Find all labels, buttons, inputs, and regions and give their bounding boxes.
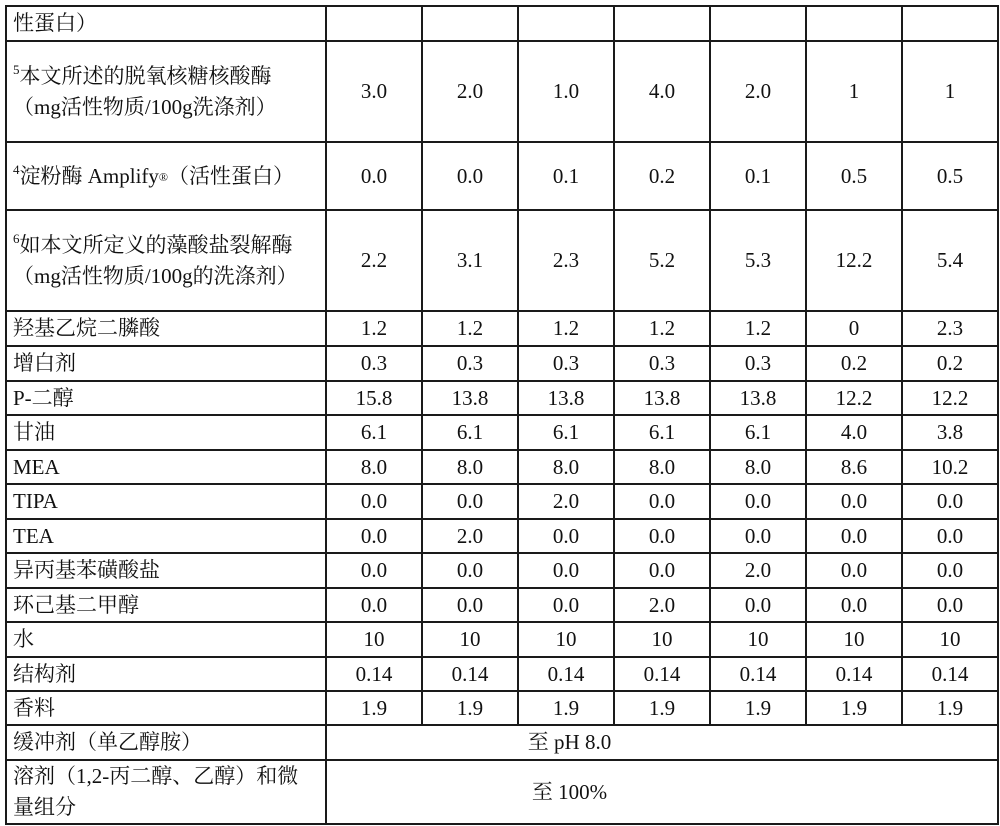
table-row <box>6 346 998 381</box>
ingredient-label <box>6 484 326 519</box>
table-row <box>6 519 998 553</box>
value-cell: 6.1 <box>326 415 422 450</box>
value-cell: 0.14 <box>614 657 710 691</box>
ingredient-label <box>6 311 326 346</box>
value-cell: 3.0 <box>326 41 422 142</box>
value-cell: 0.5 <box>902 142 998 210</box>
value-cell: 0.0 <box>806 553 902 588</box>
table-row <box>6 6 998 41</box>
ingredient-name: 增白剂 <box>13 351 76 375</box>
ingredient-label <box>6 346 326 381</box>
value-cell: 4.0 <box>614 41 710 142</box>
value-cell: 2.0 <box>518 484 614 519</box>
ingredient-name: MEA <box>13 454 60 479</box>
value-cell: 0 <box>806 311 902 346</box>
ingredient-name: 本文所述的脱氧核糖核酸酶（mg活性物质/100g洗涤剂） <box>13 63 277 119</box>
value-cell: 10 <box>614 622 710 657</box>
value-cell: 5.3 <box>710 210 806 311</box>
ingredient-label <box>6 519 326 553</box>
value-cell: 1.2 <box>518 311 614 346</box>
ingredient-name: TIPA <box>13 489 58 513</box>
value-cell: 0.3 <box>518 346 614 381</box>
value-cell: 13.8 <box>710 381 806 415</box>
ingredient-name: 甘油 <box>13 420 55 444</box>
value-cell: 0.0 <box>614 519 710 553</box>
value-cell: 8.0 <box>518 450 614 484</box>
value-cell: 10.2 <box>902 450 998 484</box>
value-cell: 12.2 <box>806 381 902 415</box>
value-cell: 0.0 <box>806 588 902 622</box>
value-cell: 1.9 <box>518 691 614 725</box>
value-cell: 0.0 <box>614 484 710 519</box>
ingredient-label <box>6 210 326 311</box>
value-cell: 0.3 <box>614 346 710 381</box>
value-cell: 6.1 <box>518 415 614 450</box>
value-cell: 1 <box>902 41 998 142</box>
ingredient-name: 异丙基苯磺酸盐 <box>13 558 160 582</box>
value-cell: 10 <box>902 622 998 657</box>
value-cell: 10 <box>710 622 806 657</box>
value-cell: 6.1 <box>710 415 806 450</box>
value-cell: 10 <box>518 622 614 657</box>
formulation-table <box>5 5 999 825</box>
value-cell: 8.0 <box>326 450 422 484</box>
value-cell <box>614 6 710 41</box>
value-cell: 0.3 <box>422 346 518 381</box>
table-row <box>6 553 998 588</box>
table-row <box>6 210 998 311</box>
value-cell: 0.3 <box>326 346 422 381</box>
value-cell: 0.0 <box>422 142 518 210</box>
ingredient-label <box>6 415 326 450</box>
ingredient-label <box>6 6 326 41</box>
ingredient-label <box>6 142 326 210</box>
value-cell: 10 <box>422 622 518 657</box>
value-cell: 3.8 <box>902 415 998 450</box>
table-row <box>6 381 998 415</box>
value-cell: 0.0 <box>518 519 614 553</box>
table-row-span <box>6 760 998 824</box>
ingredient-name: 性蛋白） <box>13 11 97 35</box>
footnote-marker: 6 <box>13 230 20 246</box>
value-cell: 10 <box>806 622 902 657</box>
ingredient-label <box>6 691 326 725</box>
value-cell: 3.1 <box>422 210 518 311</box>
table-row <box>6 588 998 622</box>
value-cell: 0.1 <box>518 142 614 210</box>
ingredient-label <box>6 381 326 415</box>
table-row <box>6 41 998 142</box>
value-cell: 5.2 <box>614 210 710 311</box>
value-cell: 0.0 <box>710 519 806 553</box>
ingredient-name: 环己基二甲醇 <box>13 592 139 617</box>
value-cell: 0.14 <box>806 657 902 691</box>
table-row <box>6 415 998 450</box>
ingredient-name: 淀粉酶 Amplify <box>19 163 159 188</box>
ingredient-name: 水 <box>13 627 34 651</box>
ingredient-label <box>6 588 326 622</box>
value-cell: 0.0 <box>518 588 614 622</box>
value-cell: 0.0 <box>614 553 710 588</box>
value-cell: 1.2 <box>422 311 518 346</box>
value-cell: 1.2 <box>326 311 422 346</box>
value-cell: 8.0 <box>710 450 806 484</box>
value-cell: 8.0 <box>614 450 710 484</box>
value-cell: 12.2 <box>902 381 998 415</box>
value-cell: 15.8 <box>326 381 422 415</box>
value-cell: 1.0 <box>518 41 614 142</box>
value-cell: 0.0 <box>710 588 806 622</box>
value-cell: 0.14 <box>518 657 614 691</box>
ingredient-name: 如本文所定义的藻酸盐裂解酶（mg活性物质/100g的洗涤剂） <box>13 232 298 288</box>
registered-mark: ® <box>158 169 169 184</box>
value-cell: 0.0 <box>326 588 422 622</box>
value-cell: 0.0 <box>422 588 518 622</box>
value-cell: 1.9 <box>902 691 998 725</box>
value-cell: 0.3 <box>710 346 806 381</box>
value-cell: 2.3 <box>902 311 998 346</box>
ingredient-label <box>6 41 326 142</box>
value-cell: 0.0 <box>902 484 998 519</box>
value-cell: 1 <box>806 41 902 142</box>
ingredient-name: 结构剂 <box>13 661 76 686</box>
value-cell: 0.0 <box>806 484 902 519</box>
value-cell: 0.14 <box>422 657 518 691</box>
ingredient-name: 羟基乙烷二膦酸 <box>13 316 160 340</box>
value-cell <box>326 6 422 41</box>
value-cell: 0.14 <box>902 657 998 691</box>
value-cell: 0.2 <box>806 346 902 381</box>
value-cell: 4.0 <box>806 415 902 450</box>
ingredient-label: 溶剂（1,2-丙二醇、乙醇）和微量组分 <box>6 760 326 824</box>
value-cell <box>710 6 806 41</box>
value-cell: 1.9 <box>326 691 422 725</box>
value-cell: 0.0 <box>902 519 998 553</box>
value-cell: 0.1 <box>710 142 806 210</box>
value-cell: 0.2 <box>614 142 710 210</box>
table-row <box>6 311 998 346</box>
value-cell: 5.4 <box>902 210 998 311</box>
spanning-value: 至 100% <box>531 779 608 804</box>
value-cell: 0.0 <box>326 519 422 553</box>
value-cell: 2.0 <box>614 588 710 622</box>
value-cell: 2.0 <box>710 553 806 588</box>
table-row <box>6 622 998 657</box>
value-cell: 2.3 <box>518 210 614 311</box>
ingredient-label <box>6 622 326 657</box>
value-cell: 2.0 <box>422 41 518 142</box>
ingredient-name: P-二醇 <box>13 385 74 410</box>
value-cell: 2.0 <box>710 41 806 142</box>
table-row <box>6 691 998 725</box>
value-cell <box>902 6 998 41</box>
value-cell: 0.0 <box>518 553 614 588</box>
value-cell: 13.8 <box>518 381 614 415</box>
ingredient-label <box>6 450 326 484</box>
table-row <box>6 450 998 484</box>
footnote-marker: 4 <box>13 161 20 177</box>
value-cell: 8.0 <box>422 450 518 484</box>
value-cell: 6.1 <box>422 415 518 450</box>
value-cell: 6.1 <box>614 415 710 450</box>
ingredient-label: 缓冲剂（单乙醇胺） <box>6 725 326 760</box>
value-cell: 1.9 <box>614 691 710 725</box>
table-row-span <box>6 725 998 760</box>
spanning-value-cell <box>326 725 998 760</box>
value-cell: 12.2 <box>806 210 902 311</box>
ingredient-label <box>6 553 326 588</box>
ingredient-qualifier: （活性蛋白） <box>168 163 295 188</box>
value-cell: 1.2 <box>710 311 806 346</box>
value-cell: 0.5 <box>806 142 902 210</box>
value-cell <box>422 6 518 41</box>
value-cell: 0.0 <box>422 553 518 588</box>
table-row <box>6 142 998 210</box>
value-cell: 8.6 <box>806 450 902 484</box>
value-cell: 1.2 <box>614 311 710 346</box>
value-cell: 0.0 <box>326 142 422 210</box>
value-cell: 2.0 <box>422 519 518 553</box>
value-cell: 13.8 <box>422 381 518 415</box>
value-cell: 0.0 <box>326 553 422 588</box>
value-cell: 0.2 <box>902 346 998 381</box>
value-cell: 0.14 <box>326 657 422 691</box>
value-cell: 1.9 <box>710 691 806 725</box>
table-row <box>6 484 998 519</box>
value-cell: 0.0 <box>902 588 998 622</box>
value-cell: 0.0 <box>806 519 902 553</box>
value-cell: 0.14 <box>710 657 806 691</box>
value-cell: 0.0 <box>902 553 998 588</box>
table-row <box>6 657 998 691</box>
ingredient-label <box>6 657 326 691</box>
ingredient-name: TEA <box>13 523 54 548</box>
value-cell <box>806 6 902 41</box>
footnote-marker: 5 <box>13 61 20 77</box>
spanning-value: 至 pH 8.0 <box>527 730 612 754</box>
ingredient-name: 香料 <box>13 695 55 720</box>
value-cell: 0.0 <box>326 484 422 519</box>
value-cell: 13.8 <box>614 381 710 415</box>
value-cell: 0.0 <box>710 484 806 519</box>
value-cell <box>518 6 614 41</box>
value-cell: 1.9 <box>806 691 902 725</box>
value-cell: 10 <box>326 622 422 657</box>
value-cell: 1.9 <box>422 691 518 725</box>
value-cell: 2.2 <box>326 210 422 311</box>
value-cell: 0.0 <box>422 484 518 519</box>
spanning-value-cell <box>326 760 998 824</box>
